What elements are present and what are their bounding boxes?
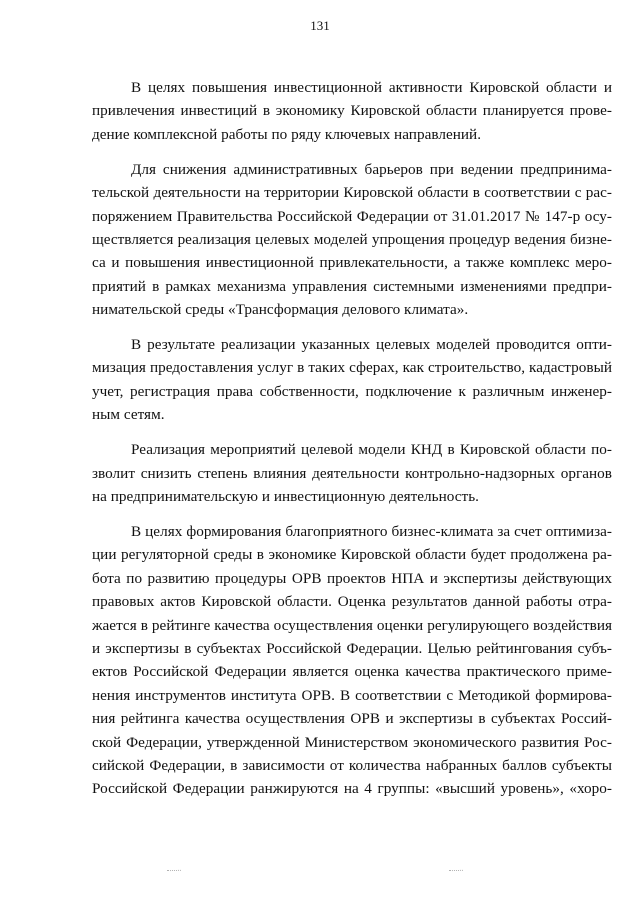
text-line: бота по развитию процедуры ОРВ проектов НПА и экспертизы действующих — [92, 569, 612, 587]
text-line: ектов Российской Федерации является оценка качества практического приме- — [92, 663, 612, 681]
text-line: ным сетям. — [92, 406, 165, 424]
text-line: сийской Федерации, в зависимости от количества набранных баллов субъекты — [92, 756, 612, 774]
paragraph — [92, 76, 612, 146]
text-line: зволит снизить степень влияния деятельности контрольно-надзорных органов — [92, 464, 612, 482]
document-body — [92, 76, 612, 801]
text-line: ции регуляторной среды в экономике Кировской области будет продолжена ра- — [92, 546, 612, 564]
text-line: В результате реализации указанных целевых моделей проводится опти- — [131, 336, 612, 354]
text-line: ской Федерации, утвержденной Министерством экономического развития Рос- — [92, 733, 612, 751]
scan-artifact — [167, 870, 181, 875]
text-line: на предпринимательскую и инвестиционную деятельность. — [92, 488, 479, 506]
text-line: мизация предоставления услуг в таких сферах, как строительство, кадастровый — [92, 359, 612, 377]
paragraph — [92, 438, 612, 508]
text-line: учет, регистрация права собственности, подключение к различным инженер- — [92, 382, 612, 400]
text-line: привлечения инвестиций в экономику Кировской области планируется прове- — [92, 102, 612, 120]
text-line: дение комплексной работы по ряду ключевых направлений. — [92, 125, 482, 143]
text-line: и экспертизы в субъектах Российской Федерации. Целью рейтингования субъ- — [92, 639, 612, 657]
text-line: жается в рейтинге качества осуществления оценки регулирующего воздействия — [92, 616, 612, 634]
text-line: В целях формирования благоприятного бизнес-климата за счет оптимиза- — [131, 523, 612, 541]
text-line: са и повышения инвестиционной привлекательности, а также комплекс меро- — [92, 254, 612, 272]
text-line: ния рейтинга качества осуществления ОРВ и экспертизы в субъектах Россий- — [92, 710, 612, 728]
text-line: поряжением Правительства Российской Федерации от 31.01.2017 № 147-р осу- — [92, 207, 612, 225]
text-line: Для снижения административных барьеров при ведении предпринима- — [131, 160, 612, 178]
paragraph — [92, 520, 612, 801]
text-line: нимательской среды «Трансформация делового климата». — [92, 301, 469, 319]
text-line: ществляется реализация целевых моделей упрощения процедур ведения бизне- — [92, 230, 612, 248]
text-line: тельской деятельности на территории Кировской области в соответствии с рас- — [92, 184, 612, 202]
text-line: Реализация мероприятий целевой модели КНД в Кировской области по- — [131, 441, 612, 459]
scan-artifact — [449, 870, 463, 875]
text-line: приятий в рамках механизма управления системными изменениями предпри- — [92, 277, 612, 295]
text-line: В целях повышения инвестиционной активности Кировской области и — [131, 79, 612, 96]
text-line: правовых актов Кировской области. Оценка результатов данной работы отра- — [92, 593, 612, 611]
text-line: нения инструментов института ОРВ. В соответствии с Методикой формирова- — [92, 686, 612, 704]
page-number: 131 — [310, 18, 330, 33]
paragraph — [92, 333, 612, 427]
paragraph — [92, 158, 612, 322]
text-line: Российской Федерации ранжируются на 4 группы: «высший уровень», «хоро- — [92, 780, 612, 798]
